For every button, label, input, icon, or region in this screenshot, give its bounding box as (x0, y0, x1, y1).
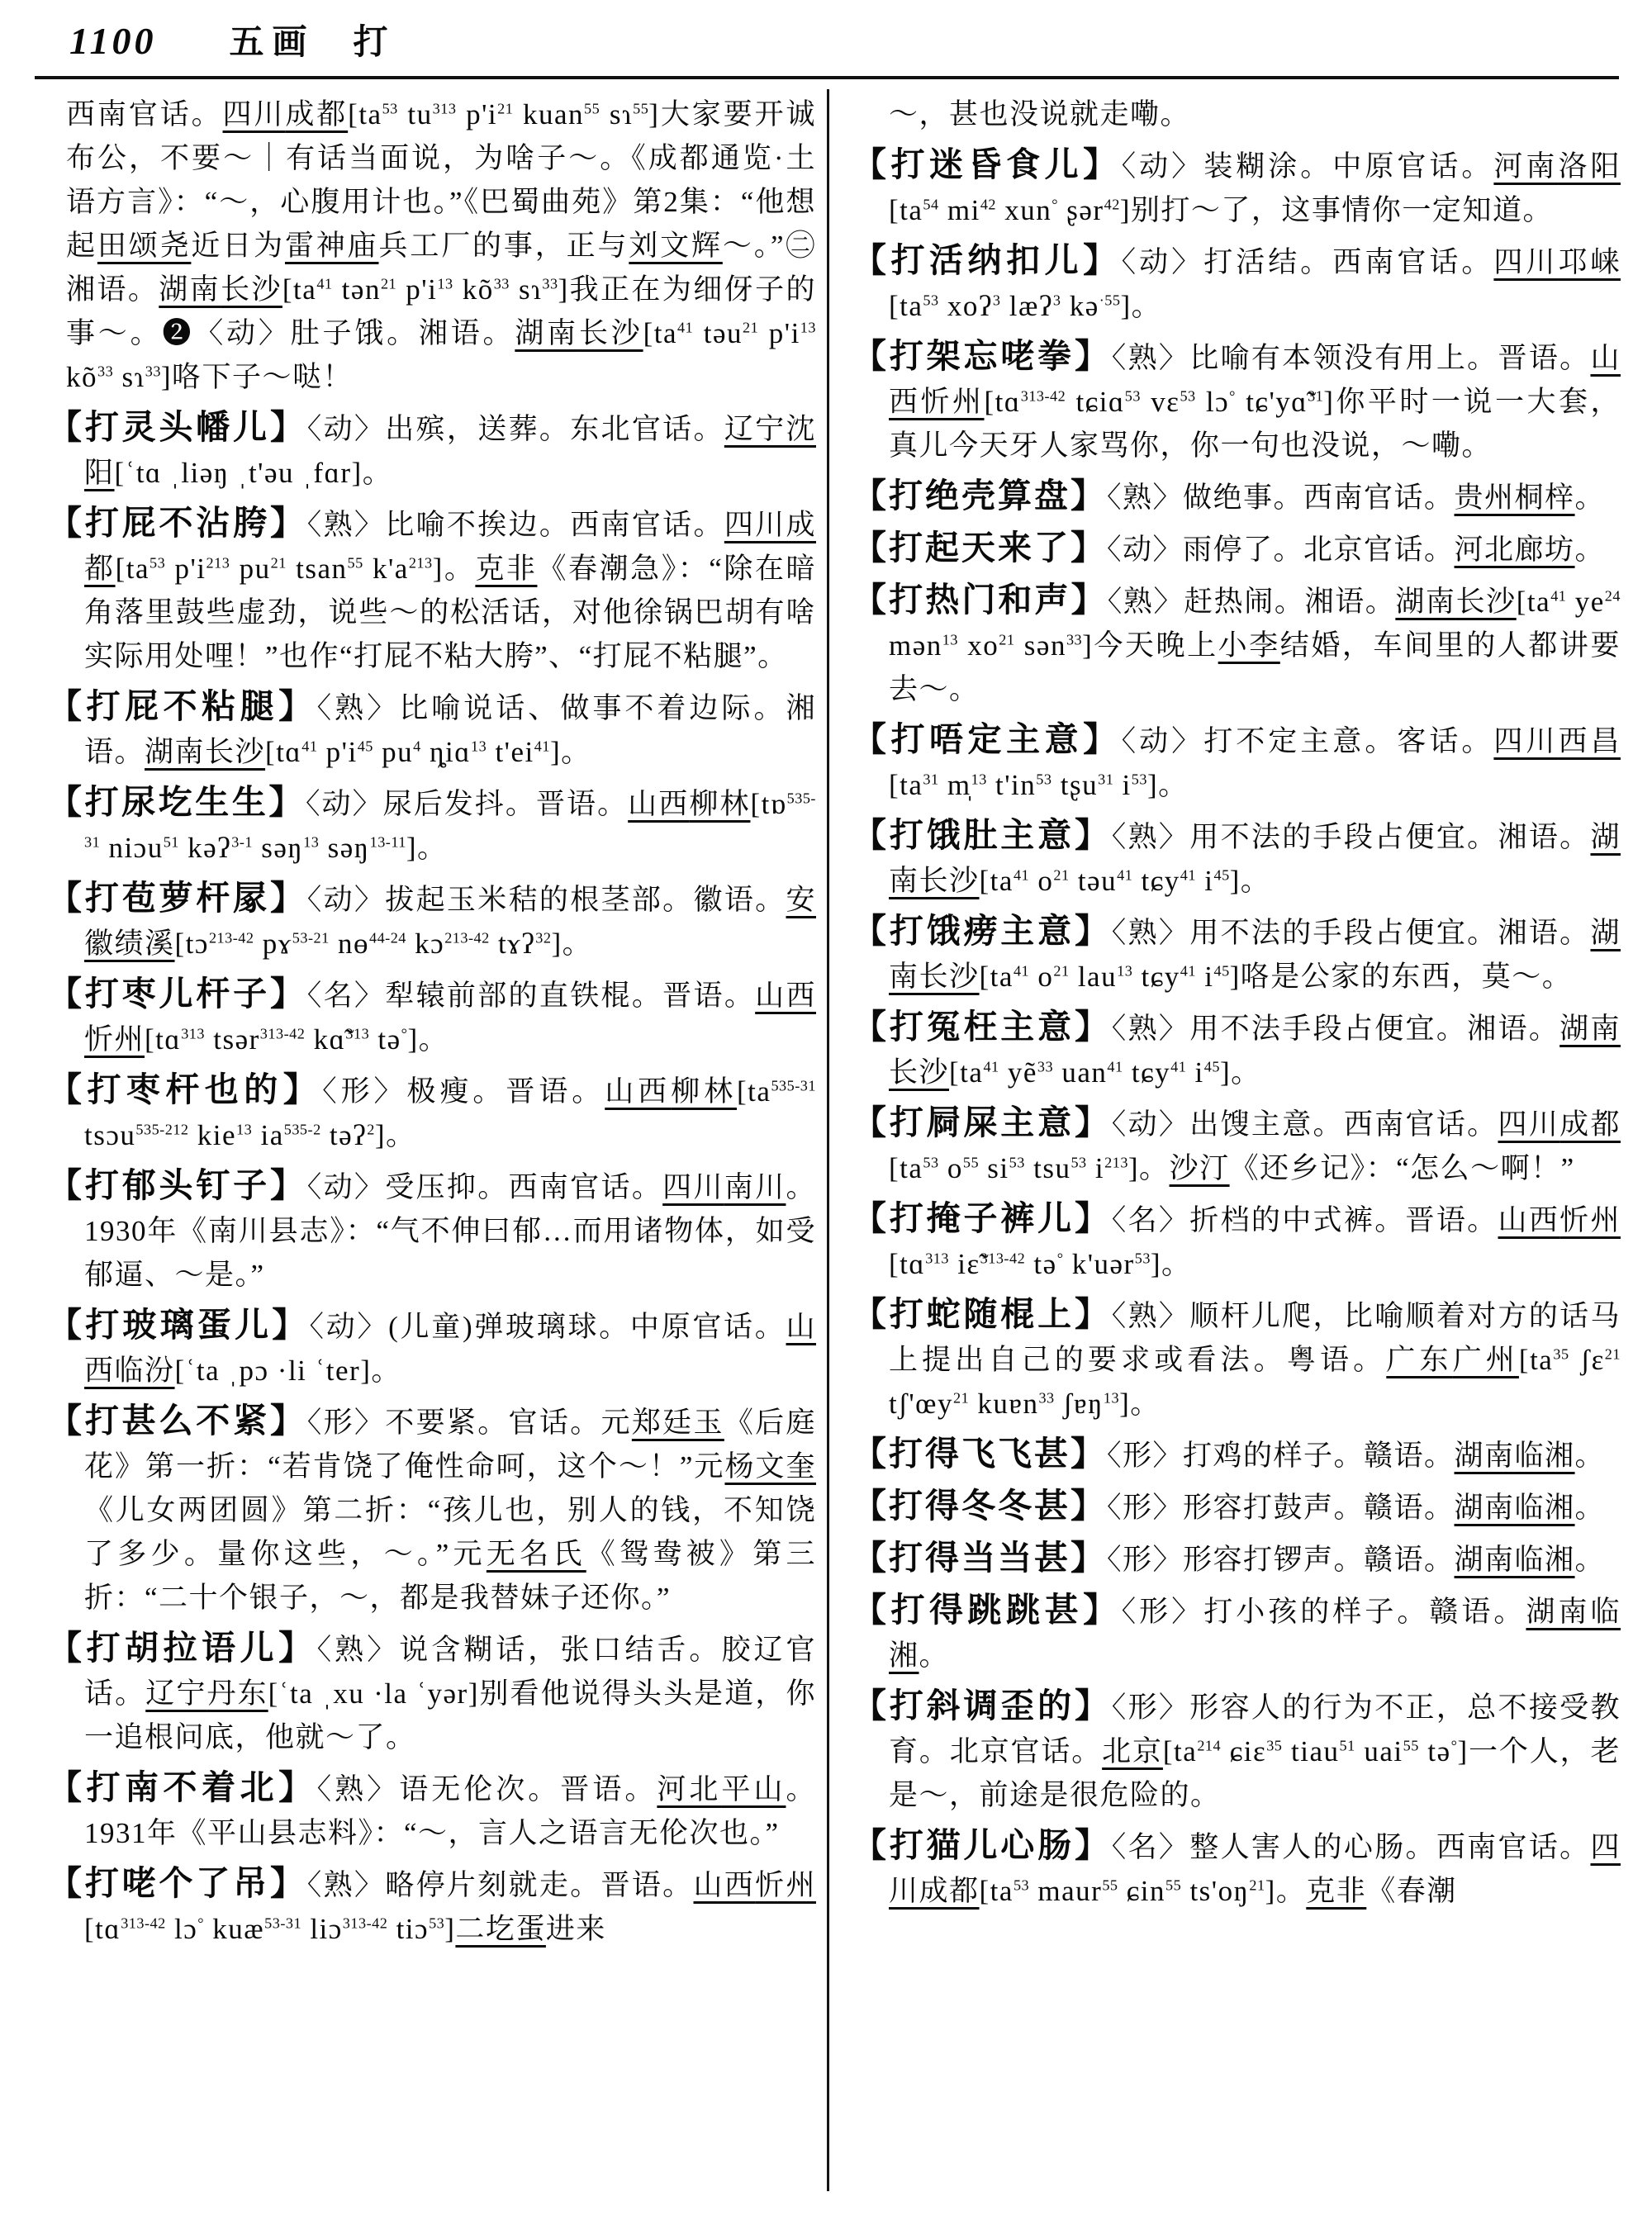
entry-headword: 【打饿痨主意】 (852, 912, 1112, 950)
tone-superscript: 41 (677, 319, 694, 336)
tone-superscript: 213 (408, 554, 433, 572)
dictionary-entry: 【打尿圪生生】〈动〉尿后发抖。晋语。山西柳林[tɒ$^{535-31}$ niɔu$^{51}$ kəʔ$^{3-1}$ səŋ$^{13}$ səŋ$^{13-11}$]。 (48, 783, 816, 864)
entry-headword: 【打得冬冬甚】 (852, 1487, 1107, 1525)
entry-headword: 【打饿肚主意】 (852, 816, 1112, 854)
dictionary-entry: 【打南不着北】〈熟〉语无伦次。晋语。河北平山。1931年《平山县志料》：“～，言人之语言无伦次也。” (48, 1768, 816, 1849)
proper-noun-mark: 柳林 (689, 788, 751, 820)
tone-superscript: 53 (1009, 1154, 1025, 1171)
page-number: 1100 (69, 20, 157, 62)
proper-noun-mark: 沙汀 (1169, 1152, 1230, 1184)
proper-noun-mark: 湖南 (1454, 1440, 1515, 1472)
tone-superscript: 313 (181, 1025, 205, 1042)
proper-noun-mark: 忻州 (755, 1869, 816, 1901)
tone-superscript: 35 (1266, 1737, 1283, 1754)
tone-superscript: 35 (1553, 1345, 1569, 1363)
tone-superscript: 41 (1117, 866, 1133, 884)
dictionary-entry: 【打绝壳算盘】〈熟〉做绝事。西南官话。贵州桐梓。 (852, 477, 1606, 515)
tone-superscript: 51 (163, 833, 179, 851)
right-column (852, 93, 1621, 1919)
entry-headword: 【打起天来了】 (852, 529, 1107, 567)
tone-superscript: 53 (1180, 387, 1196, 405)
tone-superscript: 53 (429, 1914, 445, 1932)
entry-headword: 【打唔定主意】 (852, 720, 1122, 758)
tone-superscript: 41 (301, 738, 318, 755)
proper-noun-mark: 四川 (662, 1171, 724, 1203)
tone-superscript: 31 (1308, 387, 1324, 405)
tone-superscript: 53-21 (292, 929, 330, 947)
tone-superscript: 53 (1124, 387, 1141, 405)
tone-superscript: 21 (1604, 1345, 1621, 1363)
entry-headword: 【打得当当甚】 (852, 1539, 1107, 1577)
tone-superscript: 53 (923, 292, 939, 309)
tone-superscript: 33 (97, 363, 114, 380)
proper-noun-mark: 郑廷玉 (631, 1407, 724, 1439)
entry-headword: 【打得跳跳甚】 (852, 1591, 1122, 1629)
proper-noun-mark: 田颂尧 (97, 230, 192, 262)
tone-superscript: 21 (952, 1389, 970, 1407)
tone-superscript: 13 (236, 1121, 253, 1138)
entry-headword: 【打屁不沾胯】 (48, 504, 307, 542)
tone-superscript: 13 (1103, 1389, 1120, 1407)
proper-noun-mark: 长沙 (221, 273, 282, 306)
proper-noun-mark: 湖南 (1559, 1013, 1621, 1045)
dictionary-entry: 【打甚么不紧】〈形〉不要紧。官话。元郑廷玉《后庭花》第一折：“若肯饶了俺性命呵，这个～！”元杨文奎《儿女两团圆》第二折：“孩儿也，别人的钱，不知饶了多少。量你这些，～。”元无名氏《鸳鸯被》第三折：“二十个银子，～，都是我替妹子还你。” (48, 1402, 816, 1614)
tone-superscript: 313 (345, 1025, 370, 1042)
entry-headword: 【打屁不粘腿】 (48, 687, 317, 725)
proper-noun-mark: 湖南 (1395, 586, 1456, 618)
dictionary-entry: 【打猫儿心肠】〈名〉整人害人的心肠。西南官话。四川成都[$ta^{53}$ maur$^{55}$ ɕin$^{55}$ $ts'oŋ^{21}$]。克非《春潮 (852, 1826, 1621, 1907)
tone-superscript: ° (1229, 387, 1236, 405)
proper-noun-mark: 四川 (1498, 1108, 1560, 1141)
tone-superscript: 3-1 (231, 833, 253, 851)
tone-superscript: 213-42 (208, 929, 254, 947)
proper-noun-mark: 山西 (693, 1869, 756, 1901)
proper-noun-mark: 成都 (919, 1875, 980, 1907)
proper-noun-mark: 山西 (1498, 1204, 1560, 1236)
proper-noun-mark: 临湘 (1514, 1492, 1575, 1524)
proper-noun-mark: 四川 (889, 1831, 1621, 1907)
tone-superscript: 313 (432, 100, 457, 117)
proper-noun-mark: 雷神庙 (284, 230, 379, 262)
tone-superscript: 21 (270, 554, 287, 572)
tone-superscript: 13 (800, 319, 816, 336)
tone-superscript: 213-42 (444, 929, 490, 947)
entry-headword: 【打郁头钉子】 (48, 1166, 307, 1204)
dictionary-entry: 【打玻璃蛋儿】〈动〉(儿童)弹玻璃球。中原官话。山西临汾[ʿta ˌpɔ ·li ʿter]。 (48, 1306, 817, 1387)
tone-superscript: 53 (1134, 1250, 1151, 1267)
dictionary-entry: 【打得冬冬甚】〈形〉形容打鼓声。赣语。湖南临湘。 (852, 1487, 1606, 1525)
proper-noun-mark: 四川 (724, 509, 786, 541)
entry-headword: 【打尿圪生生】 (48, 783, 306, 821)
tone-superscript: 13 (471, 738, 487, 755)
tone-superscript: 21 (1053, 866, 1070, 884)
entry-headword: 【打咾个了吊】 (48, 1864, 307, 1902)
stroke-section-title: 五画 (229, 24, 316, 62)
proper-noun-mark: 临湘 (1514, 1544, 1575, 1576)
tone-superscript: 33 (1038, 1389, 1055, 1407)
proper-noun-mark: 临湘 (1514, 1440, 1575, 1472)
entry-headword: 【打枣杆也的】 (48, 1070, 323, 1108)
proper-noun-mark: 山西 (84, 1311, 817, 1387)
proper-noun-mark: 山西 (605, 1075, 672, 1108)
tone-superscript: 4 (413, 738, 421, 755)
dictionary-entry: 【打饿痨主意】〈熟〉用不法的手段占便宜。湘语。湖南长沙[$ta^{41}$ $o^{21}$ lau$^{13}$ tɕy$^{41}$ $i^{45}$]咯是公家的东西，莫～。 (852, 912, 1621, 993)
proper-noun-mark: 湖南 (159, 273, 221, 306)
tone-superscript: 53-31 (264, 1914, 302, 1932)
tone-superscript: ° (1051, 196, 1059, 213)
entry-headword: 【打架忘咾拳】 (852, 337, 1112, 375)
dictionary-entry: 【打起天来了】〈动〉雨停了。北京官话。河北廊坊。 (852, 529, 1606, 567)
tone-superscript: 41 (983, 1058, 999, 1075)
tone-superscript: ° (1450, 1737, 1458, 1754)
entry-headword: 【打南不着北】 (48, 1768, 317, 1806)
dictionary-entry: 【打得当当甚】〈形〉形容打锣声。赣语。湖南临湘。 (852, 1539, 1606, 1577)
tone-superscript: 41 (1550, 587, 1567, 605)
entry-headword: 【打枣儿杆子】 (48, 975, 307, 1013)
tone-superscript: 55 (1403, 1737, 1419, 1754)
tone-superscript: 32 (535, 929, 552, 947)
proper-noun-mark: 柳林 (671, 1075, 738, 1108)
proper-noun-mark: 小李 (1218, 629, 1280, 662)
entry-headword: 【打斜调歪的】 (852, 1687, 1112, 1725)
tone-superscript: 41 (1013, 866, 1030, 884)
proper-noun-mark: 无名氏 (486, 1538, 586, 1570)
tone-superscript: 42 (1104, 196, 1120, 213)
tone-superscript: 31 (1098, 771, 1114, 788)
dictionary-entry: 【打蛇随棍上】〈熟〉顺杆儿爬，比喻顺着对方的话马上提出自己的要求或看法。粤语。广东广州[$ta^{35}$ ʃɛ$^{21}$ $tʃ'œy^{21}$ kuɐn$^{33}$ ʃɐŋ$^{13}$]。 (852, 1295, 1621, 1420)
tone-superscript: 45 (1203, 1058, 1220, 1075)
proper-noun-mark: 湖南 (1454, 1544, 1515, 1576)
tone-superscript: 41 (1180, 962, 1196, 980)
dictionary-entry: 【打屁不粘腿】〈熟〉比喻说话、做事不着边际。湘语。湖南长沙[tɑ$^{41}$ $p'i^{45}$ $pu^4$ ȵiɑ$^{13}$ $t'ei^{41}$]。 (48, 687, 816, 768)
tone-superscript: 21 (1053, 962, 1070, 980)
proper-noun-mark: 临汾 (114, 1355, 175, 1387)
proper-noun-mark: 长沙 (205, 736, 266, 768)
proper-noun-mark: 绩溪 (114, 928, 175, 960)
entry-headword: 【打蛇随棍上】 (852, 1295, 1112, 1333)
tone-superscript: 45 (357, 738, 373, 755)
tone-superscript: 41 (534, 738, 550, 755)
proper-noun-mark: 辽宁 (145, 1677, 207, 1710)
dictionary-entry: 【打咾个了吊】〈熟〉略停片刻就走。晋语。山西忻州[tɑ$^{313-42}$ lɔ° kuæ$^{53-31}$ liɔ$^{313-42}$ tiɔ$^{53}$]二圪蛋进来 (48, 1864, 816, 1945)
tone-superscript: 21 (999, 631, 1015, 648)
proper-noun-mark: 广东 (1386, 1344, 1453, 1376)
proper-noun-mark: 邛崃 (1558, 246, 1621, 278)
proper-noun-mark: 沈阳 (84, 413, 816, 489)
dictionary-entry: 【打屁不沾胯】〈熟〉比喻不挨边。西南官话。四川成都[$ta^{53}$ $p'i^{213}$ $pu^{21}$ tsan$^{55}$ $k'a^{213}$]。克非《春潮急》：“除在暗角落里鼓些虚劲，说些～的松活话，对他徐锅巴胡有啥实际用处哩！”也作“打屁不粘大胯”、“打屁不粘腿”。 (48, 504, 816, 672)
tone-superscript: 535-31 (771, 1077, 816, 1094)
dictionary-entry: 【打热门和声】〈熟〉赶热闹。湘语。湖南长沙[$ta^{41}$ $ye^{24}$ mən$^{13}$ $xo^{21}$ sən$^{33}$]今天晚上小李结婚，车间里的人都讲要去～。 (852, 581, 1621, 705)
proper-noun-mark: 成都 (285, 98, 349, 130)
column-divider (827, 89, 829, 2191)
proper-noun-mark: 湖南 (889, 917, 1621, 993)
tone-superscript: 535-2 (283, 1121, 321, 1138)
dictionary-entry: 【打得飞飞甚】〈形〉打鸡的样子。赣语。湖南临湘。 (852, 1435, 1606, 1473)
tone-superscript: 33 (1066, 631, 1083, 648)
tone-superscript: ·55 (1099, 292, 1121, 309)
tone-superscript: 53 (149, 554, 166, 572)
proper-noun-mark: 湖南 (1454, 1492, 1515, 1524)
proper-noun-mark: 河南 (1493, 150, 1559, 183)
tone-superscript: 55 (633, 100, 649, 117)
tone-superscript: 41 (1180, 866, 1196, 884)
tone-superscript: 45 (1213, 866, 1230, 884)
tone-superscript: 21 (497, 100, 514, 117)
tone-superscript: 33 (542, 275, 558, 292)
entry-headword: 【打活纳扣儿】 (852, 241, 1122, 279)
tone-superscript: 13 (1117, 962, 1133, 980)
dictionary-entry: 【打掩子裤儿】〈名〉折档的中式裤。晋语。山西忻州[tɑ$^{313}$ iɛ̃$^{313-42}$ tə° k'uər$^{53}$]。 (852, 1199, 1621, 1280)
entry-headword: 【打热门和声】 (852, 581, 1108, 619)
proper-noun-mark: 湖南 (1526, 1596, 1591, 1628)
proper-noun-mark: 长沙 (578, 317, 643, 349)
proper-noun-mark: 四川 (1493, 246, 1559, 278)
dictionary-entry: 【打得跳跳甚】〈形〉打小孩的样子。赣语。湖南临湘。 (852, 1591, 1621, 1672)
tone-superscript: ° (401, 1025, 408, 1042)
tone-superscript: 313-42 (259, 1025, 306, 1042)
header-rule (35, 76, 1619, 79)
proper-noun-mark: 忻州 (84, 1023, 145, 1056)
tone-superscript: 313-42 (342, 1914, 388, 1932)
tone-superscript: 53 (923, 1154, 939, 1171)
proper-noun-mark: 四川 (1493, 725, 1559, 757)
tone-superscript: 41 (1107, 1058, 1123, 1075)
continuation-paragraph: ～，甚也没说就走嘞。 (889, 98, 1191, 130)
tone-superscript: 313-42 (980, 1250, 1026, 1267)
tone-superscript: 13 (437, 275, 453, 292)
tone-superscript: 45 (1213, 962, 1230, 980)
dictionary-entry: 【打枣杆也的】〈形〉极瘦。晋语。山西柳林[$ta^{535-31}$ tsɔu$^{535-212}$ kie$^{13}$ $ia^{535-2}$ təʔ$^2$]。 (48, 1070, 816, 1151)
tone-superscript: 3 (992, 292, 1001, 309)
dictionary-entry: 【打冤枉主意】〈熟〉用不法手段占便宜。湘语。湖南长沙[$ta^{41}$ yẽ$^{33}$ uan$^{41}$ tɕy$^{41}$ $i^{45}$]。 (852, 1008, 1621, 1089)
tone-superscript: 33 (145, 363, 161, 380)
tone-superscript: 213 (1104, 1154, 1128, 1171)
proper-noun-mark: 安徽 (84, 884, 816, 960)
entry-headword: 【打屙屎主意】 (852, 1103, 1112, 1141)
proper-noun-mark: 克非 (475, 553, 538, 585)
tone-superscript: 2 (367, 1121, 375, 1138)
proper-noun-mark: 洛阳 (1558, 150, 1621, 183)
tone-superscript: 53 (1070, 1154, 1087, 1171)
entry-headword: 【打绝壳算盘】 (852, 477, 1107, 515)
proper-noun-mark: 成都 (1559, 1108, 1621, 1141)
tone-superscript: 41 (1170, 1058, 1187, 1075)
entry-headword: 【打灵头幡儿】 (48, 408, 307, 446)
tone-superscript: 313 (925, 1250, 949, 1267)
proper-noun-mark: 北京 (1102, 1735, 1163, 1767)
entry-headword: 【打胡拉语儿】 (48, 1629, 317, 1667)
proper-noun-mark: 湖南 (145, 736, 206, 768)
proper-noun-mark: 山西 (755, 980, 816, 1012)
proper-noun-mark: 长沙 (919, 865, 980, 897)
entry-headword: 【打冤枉主意】 (852, 1008, 1112, 1046)
tone-superscript: 31 (923, 771, 939, 788)
tone-superscript: 42 (980, 196, 996, 213)
proper-noun-mark: 平山 (721, 1773, 786, 1805)
proper-noun-mark: 忻州 (920, 386, 985, 418)
tone-superscript: 51 (1339, 1737, 1355, 1754)
tone-superscript: 41 (1013, 962, 1030, 980)
proper-noun-mark: 桐梓 (1514, 482, 1575, 514)
radical-char: 打 (353, 24, 388, 62)
tone-superscript: 55 (962, 1154, 980, 1171)
proper-noun-mark: 长沙 (919, 961, 980, 993)
tone-superscript: 33 (493, 275, 510, 292)
dictionary-entry: 【打屙屎主意】〈动〉出馊主意。西南官话。四川成都[$ta^{53}$ $o^{55}$ $si^{53}$ tsu$^{53}$ $i^{213}$]。沙汀《还乡记》：“怎么～啊！” (852, 1103, 1621, 1184)
proper-noun-mark: 山西 (628, 788, 690, 820)
proper-noun-mark: 山西 (889, 342, 1621, 418)
tone-superscript: ° (1056, 1250, 1064, 1267)
proper-noun-mark: 南川 (724, 1171, 786, 1203)
tone-superscript: 55 (347, 554, 363, 572)
dictionary-entry: 【打郁头钉子】〈动〉受压抑。西南官话。四川南川。1930年《南川县志》：“气不伸曰郁…而用诸物体，如受郁逼、～是。” (48, 1166, 816, 1291)
dictionary-entry: 【打饿肚主意】〈熟〉用不法的手段占便宜。湘语。湖南长沙[$ta^{41}$ $o^{21}$ təu$^{41}$ tɕy$^{41}$ $i^{45}$]。 (852, 816, 1621, 897)
continuation-paragraph: 西南官话。四川成都[$ta^{53}$ $tu^{313}$ $p'i^{21}$ kuan$^{55}$ sɿ$^{55}$]大家要开诚布公，不要～｜有话当面说，为啥子～。《成都通览·土语方言》：“～，心腹用计也。”《巴蜀曲苑》第2集：“他想起田颂尧近日为雷神庙兵工厂的事，正与刘文辉～。”㊁湘语。湖南长沙[$ta^{41}$ tən$^{21}$ $p'i^{13}$ $kõ^{33}$ sɿ$^{33}$]我正在为细伢子的事～。❷〈动〉肚子饿。湘语。湖南长沙[$ta^{41}$ təu$^{21}$ $p'i^{13}$ $kõ^{33}$ sɿ$^{33}$]咯下子～哒！ (66, 98, 816, 393)
tone-superscript: 13-11 (369, 833, 406, 851)
tone-superscript: 13 (942, 631, 958, 648)
tone-superscript: 44-24 (368, 929, 406, 947)
proper-noun-mark: 克非 (1306, 1875, 1367, 1907)
entry-headword: 【打迷昏食儿】 (852, 145, 1122, 183)
proper-noun-mark: 长沙 (1455, 586, 1517, 618)
proper-noun-mark: 刘文辉 (629, 230, 723, 262)
tone-superscript: 53 (1013, 1877, 1030, 1894)
proper-noun-mark: 忻州 (1559, 1204, 1621, 1236)
tone-superscript: 21 (743, 319, 759, 336)
entry-headword: 【打甚么不紧】 (48, 1402, 307, 1440)
tone-superscript: 55 (583, 100, 601, 117)
tone-superscript: ° (197, 1914, 205, 1932)
tone-superscript: 535-31 (84, 790, 816, 851)
tone-superscript: 313-42 (1020, 387, 1066, 405)
tone-superscript: 53 (382, 100, 398, 117)
dictionary-entry: 【打架忘咾拳】〈熟〉比喻有本领没有用上。晋语。山西忻州[tɑ$^{313-42}$ tɕiɑ$^{53}$ vɛ$^{53}$ lɔ° tɕ'yɑ̃$^{31}$]你平时一说一大套，真儿今天牙人家骂你，你一句也没说，～嘞。 (852, 337, 1621, 462)
proper-noun-mark: 杨文奎 (724, 1450, 816, 1483)
tone-superscript: 33 (1037, 1058, 1054, 1075)
dictionary-entry: 【打苞萝杆㞘】〈动〉拔起玉米秸的根茎部。徽语。安徽绩溪[tɔ$^{213-42}$ pɤ$^{53-21}$ nɵ$^{44-24}$ kɔ$^{213-42}$ tɤʔ$^{32}$]。 (48, 879, 816, 960)
tone-superscript: 3 (1052, 292, 1061, 309)
proper-noun-mark: 临湘 (889, 1596, 1621, 1672)
tone-superscript: 213 (206, 554, 230, 572)
tone-superscript: 535-212 (135, 1121, 189, 1138)
tone-superscript: 24 (1604, 587, 1621, 605)
proper-noun-mark: 二圪蛋 (455, 1913, 546, 1945)
tone-superscript: 21 (1249, 1877, 1265, 1894)
proper-noun-mark: 长沙 (889, 1056, 950, 1089)
dictionary-entry: 【打活纳扣儿】〈动〉打活结。西南官话。四川邛崃[$ta^{53}$ xoʔ$^3$ læʔ$^3$ kə$^{\cdot 55}$]。 (852, 241, 1621, 322)
dictionary-entry: 【打胡拉语儿】〈熟〉说含糊话，张口结舌。胶辽官话。辽宁丹东[ʿta ˌxu ·la ʿyər]别看他说得头头是道，你一追根问底，他就～了。 (48, 1629, 816, 1753)
tone-superscript: 54 (923, 196, 939, 213)
entry-headword: 【打猫儿心肠】 (852, 1826, 1112, 1864)
proper-noun-mark: 丹东 (206, 1677, 268, 1710)
tone-superscript: 313-42 (121, 1914, 166, 1932)
proper-noun-mark: 湖南 (515, 317, 579, 349)
proper-noun-mark: 成都 (84, 509, 816, 585)
entry-headword: 【打掩子裤儿】 (852, 1199, 1112, 1237)
entry-headword: 【打苞萝杆㞘】 (48, 879, 307, 917)
proper-noun-mark: 廊坊 (1514, 534, 1575, 566)
tone-superscript: 53 (1131, 771, 1147, 788)
proper-noun-mark: 辽宁 (724, 413, 786, 445)
entry-headword: 【打得飞飞甚】 (852, 1435, 1107, 1473)
proper-noun-mark: 四川 (222, 98, 286, 130)
dictionary-entry: 【打斜调歪的】〈形〉形容人的行为不正，总不接受教育。北京官话。北京[$ta^{214}$ ɕiɛ$^{35}$ tiau$^{51}$ uai$^{55}$ tə°]一个人，老是～，前途是很危险的。 (852, 1687, 1621, 1811)
proper-noun-mark: 西昌 (1558, 725, 1621, 757)
tone-superscript: 55 (1165, 1877, 1182, 1894)
tone-superscript: 13 (303, 833, 320, 851)
dictionary-entry: 【打灵头幡儿】〈动〉出殡，送葬。东北官话。辽宁沈阳[ʿtɑ ˌliəŋ ˌt'əu ˌfɑr]。 (48, 408, 816, 489)
dictionary-entry: 【打迷昏食儿】〈动〉装糊涂。中原官话。河南洛阳[$ta^{54}$ $mi^{42}$ xun° ʂər$^{42}$]别打～了，这事情你一定知道。 (852, 145, 1621, 226)
tone-superscript: 41 (316, 275, 333, 292)
tone-superscript: 53 (1036, 771, 1052, 788)
proper-noun-mark: 广州 (1452, 1344, 1519, 1376)
dictionary-entry: 【打唔定主意】〈动〉打不定主意。客话。四川西昌[$ta^{31}$ m̩$^{13}$ $t'in^{53}$ tʂu$^{31}$ $i^{53}$]。 (852, 720, 1621, 801)
tone-superscript: 21 (380, 275, 397, 292)
proper-noun-mark: 贵州 (1454, 482, 1515, 514)
entry-headword: 【打玻璃蛋儿】 (48, 1306, 310, 1344)
tone-superscript: 55 (1102, 1877, 1118, 1894)
proper-noun-mark: 河北 (1454, 534, 1515, 566)
dictionary-entry: 【打枣儿杆子】〈名〉犁辕前部的直铁棍。晋语。山西忻州[tɑ$^{313}$ tsər$^{313-42}$ kɑ̃$^{313}$ tə°]。 (48, 975, 816, 1056)
left-column (48, 93, 816, 1957)
tone-superscript: 214 (1197, 1737, 1222, 1754)
page-header (69, 15, 388, 66)
proper-noun-mark: 河北 (657, 1773, 722, 1805)
tone-superscript: 13 (971, 771, 987, 788)
proper-noun-mark: 湖南 (889, 821, 1621, 897)
